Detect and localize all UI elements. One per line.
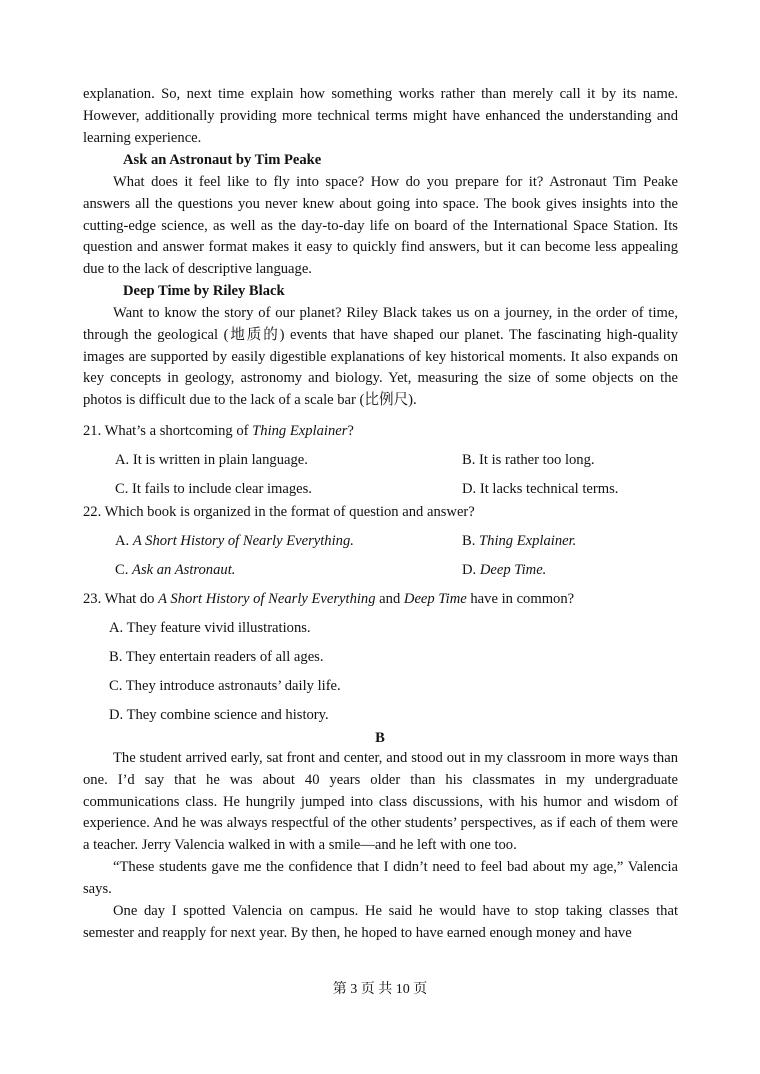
q22-option-d[interactable]: D. Deep Time. xyxy=(462,562,547,578)
question-21-stem: 21. What’s a shortcoming of Thing Explainer? xyxy=(83,423,354,439)
section-b-label: B xyxy=(375,730,385,746)
book-heading-deep-time: Deep Time by Riley Black xyxy=(123,283,285,299)
question-23-stem: 23. What do A Short History of Nearly Everything and Deep Time have in common? xyxy=(83,591,575,607)
q21-option-c[interactable]: C. It fails to include clear images. xyxy=(115,481,312,497)
q21-option-d[interactable]: D. It lacks technical terms. xyxy=(462,481,619,497)
question-22-stem: 22. Which book is organized in the format of question and answer? xyxy=(83,504,475,520)
q23-option-c[interactable]: C. They introduce astronauts’ daily life. xyxy=(109,678,341,694)
q23-option-a[interactable]: A. They feature vivid illustrations. xyxy=(109,620,311,636)
q21-option-b[interactable]: B. It is rather too long. xyxy=(462,452,595,468)
book-review-deep-time: Want to know the story of our planet? Riley Black takes us on a journey, in the order of time, through the geological (地质的) events that have shaped our planet. The fascinating high-quality images are supported by easily digestible explanations of key historical moments. It also expands on key concepts in geology, astronomy and biology. Yet, measuring the size of some objects on the photos is difficult due to the lack of a scale bar (比例尺). xyxy=(83,305,678,409)
passage-tail: explanation. So, next time explain how something works rather than merely call it by its name. However, additionally providing more technical terms might have enhanced the understanding and learning experience. xyxy=(83,86,678,146)
q21-option-a[interactable]: A. It is written in plain language. xyxy=(115,452,308,468)
section-b-paragraph-3: One day I spotted Valencia on campus. He said he would have to stop taking classes that semester and reapply for next year. By then, he hoped to have earned enough money and have xyxy=(83,903,678,941)
q23-option-d[interactable]: D. They combine science and history. xyxy=(109,707,329,723)
q22-option-b[interactable]: B. Thing Explainer. xyxy=(462,533,577,549)
book-heading-ask-an-astronaut: Ask an Astronaut by Tim Peake xyxy=(123,152,322,168)
q22-option-a[interactable]: A. A Short History of Nearly Everything. xyxy=(115,533,354,549)
section-b-paragraph-2: “These students gave me the confidence that I didn’t need to feel bad about my age,” Valencia says. xyxy=(83,859,678,897)
section-b-paragraph-1: The student arrived early, sat front and center, and stood out in my classroom in more ways than one. I’d say that he was about 40 years older than his classmates in my undergraduate communications class. He hungrily jumped into class discussions, with his humor and wisdom of experience. And he was always respectful of the other students’ perspectives, as if each of them were a teacher. Jerry Valencia walked in with a smile—and he left with one too. xyxy=(83,750,678,854)
book-review-ask-an-astronaut: What does it feel like to fly into space? How do you prepare for it? Astronaut Tim Peake answers all the questions you never knew about going into space. The book gives insights into the cutting-edge science, as well as the day-to-day life on board of the International Space Station. Its question and answer format makes it easy to quickly find answers, but it can become less appealing due to the lack of descriptive language. xyxy=(83,174,678,278)
q23-option-b[interactable]: B. They entertain readers of all ages. xyxy=(109,649,324,665)
page-footer: 第 3 页 共 10 页 xyxy=(332,982,428,997)
q22-option-c[interactable]: C. Ask an Astronaut. xyxy=(115,562,236,578)
